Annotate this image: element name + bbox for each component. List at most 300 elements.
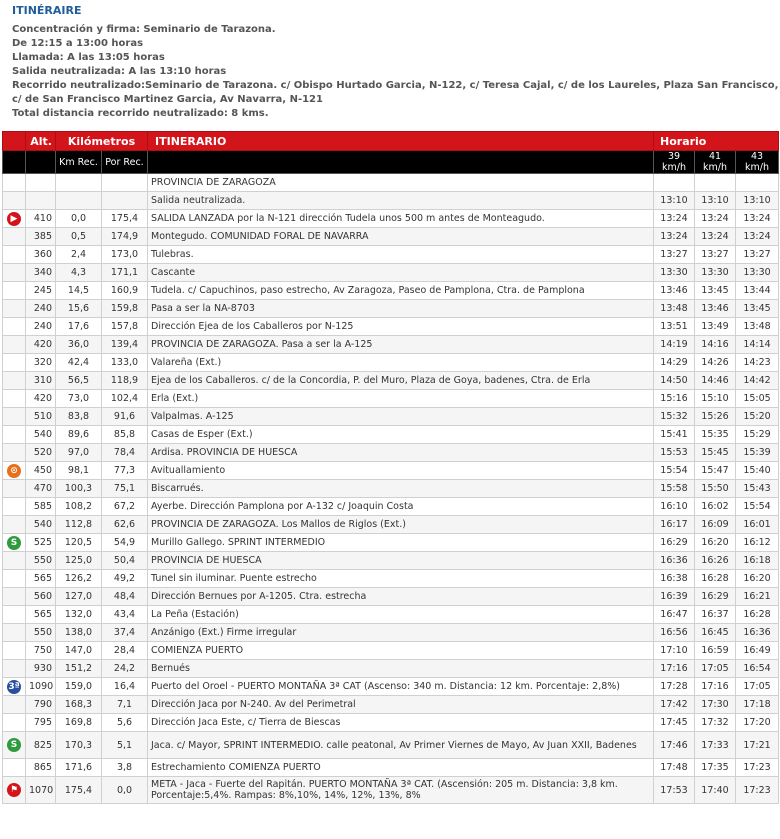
itinerary-cell: Valareña (Ext.) bbox=[148, 354, 654, 372]
time-43-cell: 17:23 bbox=[736, 777, 779, 804]
table-row bbox=[3, 192, 779, 210]
header-row-sub bbox=[3, 151, 779, 174]
itinerary-table bbox=[2, 131, 779, 804]
km-por-rec-cell: 159,8 bbox=[102, 300, 148, 318]
time-41-cell: 17:30 bbox=[695, 696, 736, 714]
time-43-cell bbox=[736, 174, 779, 192]
row-icon bbox=[3, 732, 26, 759]
time-43-cell: 15:39 bbox=[736, 444, 779, 462]
time-41-cell: 13:45 bbox=[695, 282, 736, 300]
km-por-rec-cell: 85,8 bbox=[102, 426, 148, 444]
table-row bbox=[3, 228, 779, 246]
table-row bbox=[3, 498, 779, 516]
row-icon bbox=[3, 552, 26, 570]
altitude-cell: 360 bbox=[26, 246, 56, 264]
km-rec-cell: 36,0 bbox=[56, 336, 102, 354]
time-43-cell: 13:27 bbox=[736, 246, 779, 264]
km-rec-cell: 17,6 bbox=[56, 318, 102, 336]
itinerary-cell: Tunel sin iluminar. Puente estrecho bbox=[148, 570, 654, 588]
time-39-cell: 17:16 bbox=[654, 660, 695, 678]
km-rec-cell: 108,2 bbox=[56, 498, 102, 516]
row-icon bbox=[3, 354, 26, 372]
itinerary-cell: La Peña (Estación) bbox=[148, 606, 654, 624]
km-rec-cell: 175,4 bbox=[56, 777, 102, 804]
time-43-cell: 14:23 bbox=[736, 354, 779, 372]
time-43-cell: 16:21 bbox=[736, 588, 779, 606]
table-row bbox=[3, 246, 779, 264]
time-41-cell: 17:16 bbox=[695, 678, 736, 696]
time-43-cell: 16:12 bbox=[736, 534, 779, 552]
itinerary-cell: Dirección Jaca Este, c/ Tierra de Biescas bbox=[148, 714, 654, 732]
header-icon-col bbox=[3, 132, 26, 151]
altitude-cell: 470 bbox=[26, 480, 56, 498]
header-horario: Horario bbox=[654, 132, 779, 151]
km-por-rec-cell: 49,2 bbox=[102, 570, 148, 588]
table-row bbox=[3, 264, 779, 282]
km-rec-cell: 159,0 bbox=[56, 678, 102, 696]
km-rec-cell: 138,0 bbox=[56, 624, 102, 642]
finish-icon: ⚑ bbox=[7, 783, 21, 797]
time-39-cell: 13:30 bbox=[654, 264, 695, 282]
altitude-cell: 310 bbox=[26, 372, 56, 390]
time-43-cell: 13:24 bbox=[736, 210, 779, 228]
itinerary-header bbox=[0, 0, 780, 121]
table-row bbox=[3, 336, 779, 354]
row-icon bbox=[3, 570, 26, 588]
time-41-cell: 15:47 bbox=[695, 462, 736, 480]
table-row bbox=[3, 444, 779, 462]
row-icon bbox=[3, 678, 26, 696]
table-row bbox=[3, 660, 779, 678]
time-41-cell: 15:45 bbox=[695, 444, 736, 462]
table-row bbox=[3, 318, 779, 336]
sprint-icon: S bbox=[7, 536, 21, 550]
page-title: ITINÉRAIRE bbox=[12, 4, 82, 17]
time-39-cell: 15:58 bbox=[654, 480, 695, 498]
table-row bbox=[3, 732, 779, 759]
time-41-cell: 15:10 bbox=[695, 390, 736, 408]
km-por-rec-cell: 5,6 bbox=[102, 714, 148, 732]
table-row bbox=[3, 300, 779, 318]
table-row bbox=[3, 462, 779, 480]
km-rec-cell: 73,0 bbox=[56, 390, 102, 408]
table-row bbox=[3, 534, 779, 552]
itinerary-cell: COMIENZA PUERTO bbox=[148, 642, 654, 660]
itinerary-cell: Ayerbe. Dirección Pamplona por A-132 c/ Joaquin Costa bbox=[148, 498, 654, 516]
time-39-cell: 13:24 bbox=[654, 210, 695, 228]
time-39-cell: 15:32 bbox=[654, 408, 695, 426]
row-icon bbox=[3, 444, 26, 462]
altitude-cell bbox=[26, 174, 56, 192]
table-row bbox=[3, 759, 779, 777]
km-por-rec-cell bbox=[102, 174, 148, 192]
time-43-cell: 17:23 bbox=[736, 759, 779, 777]
table-row bbox=[3, 624, 779, 642]
time-43-cell: 16:36 bbox=[736, 624, 779, 642]
itinerary-cell: Casas de Esper (Ext.) bbox=[148, 426, 654, 444]
row-icon bbox=[3, 462, 26, 480]
itinerary-cell: Pasa a ser la NA-8703 bbox=[148, 300, 654, 318]
altitude-cell: 245 bbox=[26, 282, 56, 300]
time-41-cell: 17:32 bbox=[695, 714, 736, 732]
altitude-cell: 565 bbox=[26, 606, 56, 624]
km-rec-cell: 56,5 bbox=[56, 372, 102, 390]
time-39-cell: 13:27 bbox=[654, 246, 695, 264]
km-rec-cell bbox=[56, 174, 102, 192]
row-icon bbox=[3, 318, 26, 336]
row-icon bbox=[3, 624, 26, 642]
km-por-rec-cell: 78,4 bbox=[102, 444, 148, 462]
time-41-cell: 14:16 bbox=[695, 336, 736, 354]
time-41-cell: 16:37 bbox=[695, 606, 736, 624]
km-rec-cell bbox=[56, 192, 102, 210]
table-row bbox=[3, 174, 779, 192]
itinerary-cell: Dirección Jaca por N-240. Av del Perimetral bbox=[148, 696, 654, 714]
itinerary-cell: Ardisa. PROVINCIA DE HUESCA bbox=[148, 444, 654, 462]
altitude-cell: 1090 bbox=[26, 678, 56, 696]
km-rec-cell: 147,0 bbox=[56, 642, 102, 660]
altitude-cell: 240 bbox=[26, 300, 56, 318]
altitude-cell: 930 bbox=[26, 660, 56, 678]
time-41-cell: 13:46 bbox=[695, 300, 736, 318]
time-43-cell: 16:01 bbox=[736, 516, 779, 534]
km-rec-cell: 98,1 bbox=[56, 462, 102, 480]
itinerary-cell: Dirección Bernues por A-1205. Ctra. estrecha bbox=[148, 588, 654, 606]
km-rec-cell: 132,0 bbox=[56, 606, 102, 624]
row-icon bbox=[3, 372, 26, 390]
time-43-cell: 17:05 bbox=[736, 678, 779, 696]
time-39-cell: 15:16 bbox=[654, 390, 695, 408]
info-line: De 12:15 a 13:00 horas bbox=[12, 38, 144, 49]
time-43-cell: 13:45 bbox=[736, 300, 779, 318]
altitude-cell: 340 bbox=[26, 264, 56, 282]
km-por-rec-cell bbox=[102, 192, 148, 210]
itinerary-cell: Murillo Gallego. SPRINT INTERMEDIO bbox=[148, 534, 654, 552]
info-line: Concentración y firma: Seminario de Tarazona. bbox=[12, 24, 276, 35]
altitude-cell: 750 bbox=[26, 642, 56, 660]
altitude-cell: 550 bbox=[26, 552, 56, 570]
km-rec-cell: 83,8 bbox=[56, 408, 102, 426]
header-speed-43: 43 km/h bbox=[736, 151, 779, 174]
time-41-cell: 16:09 bbox=[695, 516, 736, 534]
table-row bbox=[3, 606, 779, 624]
time-39-cell: 17:10 bbox=[654, 642, 695, 660]
itinerary-cell: Tudela. c/ Capuchinos, paso estrecho, Av Zaragoza, Paseo de Pamplona, Ctra. de Pamplona bbox=[148, 282, 654, 300]
time-41-cell bbox=[695, 174, 736, 192]
altitude-cell: 585 bbox=[26, 498, 56, 516]
altitude-cell: 510 bbox=[26, 408, 56, 426]
time-43-cell: 15:29 bbox=[736, 426, 779, 444]
time-43-cell: 15:05 bbox=[736, 390, 779, 408]
altitude-cell: 865 bbox=[26, 759, 56, 777]
time-41-cell: 16:59 bbox=[695, 642, 736, 660]
time-43-cell: 17:21 bbox=[736, 732, 779, 759]
altitude-cell: 565 bbox=[26, 570, 56, 588]
km-rec-cell: 4,3 bbox=[56, 264, 102, 282]
time-39-cell: 13:48 bbox=[654, 300, 695, 318]
time-41-cell: 16:45 bbox=[695, 624, 736, 642]
time-39-cell: 13:46 bbox=[654, 282, 695, 300]
row-icon bbox=[3, 606, 26, 624]
time-39-cell: 17:48 bbox=[654, 759, 695, 777]
itinerary-cell: Tulebras. bbox=[148, 246, 654, 264]
km-por-rec-cell: 91,6 bbox=[102, 408, 148, 426]
altitude-cell: 550 bbox=[26, 624, 56, 642]
altitude-cell: 795 bbox=[26, 714, 56, 732]
time-41-cell: 13:24 bbox=[695, 210, 736, 228]
km-rec-cell: 0,5 bbox=[56, 228, 102, 246]
row-icon bbox=[3, 642, 26, 660]
row-icon bbox=[3, 336, 26, 354]
row-icon bbox=[3, 228, 26, 246]
time-43-cell: 13:48 bbox=[736, 318, 779, 336]
km-por-rec-cell: 24,2 bbox=[102, 660, 148, 678]
row-icon bbox=[3, 408, 26, 426]
time-39-cell: 17:53 bbox=[654, 777, 695, 804]
altitude-cell: 1070 bbox=[26, 777, 56, 804]
row-icon bbox=[3, 210, 26, 228]
km-rec-cell: 126,2 bbox=[56, 570, 102, 588]
km-rec-cell: 89,6 bbox=[56, 426, 102, 444]
time-39-cell: 16:10 bbox=[654, 498, 695, 516]
neutral-info bbox=[12, 23, 780, 121]
itinerary-cell: Ejea de los Caballeros. c/ de la Concordia, P. del Muro, Plaza de Goya, badenes, Ctra. de Erla bbox=[148, 372, 654, 390]
time-41-cell: 17:35 bbox=[695, 759, 736, 777]
km-por-rec-cell: 0,0 bbox=[102, 777, 148, 804]
altitude-cell: 320 bbox=[26, 354, 56, 372]
itinerary-cell: SALIDA LANZADA por la N-121 dirección Tudela unos 500 m antes de Monteagudo. bbox=[148, 210, 654, 228]
row-icon bbox=[3, 246, 26, 264]
altitude-cell: 520 bbox=[26, 444, 56, 462]
km-por-rec-cell: 3,8 bbox=[102, 759, 148, 777]
km-por-rec-cell: 7,1 bbox=[102, 696, 148, 714]
time-43-cell: 16:18 bbox=[736, 552, 779, 570]
altitude-cell: 450 bbox=[26, 462, 56, 480]
header-row-main bbox=[3, 132, 779, 151]
time-39-cell: 14:19 bbox=[654, 336, 695, 354]
time-43-cell: 16:20 bbox=[736, 570, 779, 588]
km-por-rec-cell: 54,9 bbox=[102, 534, 148, 552]
itinerary-cell: Biscarrués. bbox=[148, 480, 654, 498]
table-row bbox=[3, 777, 779, 804]
table-row bbox=[3, 210, 779, 228]
itinerary-cell: Cascante bbox=[148, 264, 654, 282]
km-por-rec-cell: 67,2 bbox=[102, 498, 148, 516]
time-41-cell: 15:35 bbox=[695, 426, 736, 444]
table-row bbox=[3, 282, 779, 300]
altitude-cell bbox=[26, 192, 56, 210]
row-icon bbox=[3, 192, 26, 210]
time-41-cell: 16:02 bbox=[695, 498, 736, 516]
row-icon bbox=[3, 282, 26, 300]
row-icon bbox=[3, 300, 26, 318]
row-icon bbox=[3, 426, 26, 444]
time-39-cell: 17:28 bbox=[654, 678, 695, 696]
table-row bbox=[3, 372, 779, 390]
table-row bbox=[3, 588, 779, 606]
km-rec-cell: 2,4 bbox=[56, 246, 102, 264]
sprint-icon: S bbox=[7, 738, 21, 752]
row-icon bbox=[3, 588, 26, 606]
km-rec-cell: 168,3 bbox=[56, 696, 102, 714]
km-por-rec-cell: 173,0 bbox=[102, 246, 148, 264]
time-39-cell: 13:24 bbox=[654, 228, 695, 246]
km-rec-cell: 120,5 bbox=[56, 534, 102, 552]
time-39-cell: 16:56 bbox=[654, 624, 695, 642]
altitude-cell: 560 bbox=[26, 588, 56, 606]
km-por-rec-cell: 133,0 bbox=[102, 354, 148, 372]
time-39-cell: 16:39 bbox=[654, 588, 695, 606]
time-39-cell: 17:46 bbox=[654, 732, 695, 759]
km-rec-cell: 151,2 bbox=[56, 660, 102, 678]
time-39-cell: 16:47 bbox=[654, 606, 695, 624]
itinerary-cell: PROVINCIA DE ZARAGOZA bbox=[148, 174, 654, 192]
time-41-cell: 13:24 bbox=[695, 228, 736, 246]
km-por-rec-cell: 16,4 bbox=[102, 678, 148, 696]
altitude-cell: 540 bbox=[26, 426, 56, 444]
altitude-cell: 240 bbox=[26, 318, 56, 336]
row-icon bbox=[3, 498, 26, 516]
time-39-cell: 16:29 bbox=[654, 534, 695, 552]
time-41-cell: 16:20 bbox=[695, 534, 736, 552]
km-rec-cell: 170,3 bbox=[56, 732, 102, 759]
time-39-cell: 14:50 bbox=[654, 372, 695, 390]
table-row bbox=[3, 570, 779, 588]
time-41-cell: 13:30 bbox=[695, 264, 736, 282]
time-41-cell: 15:50 bbox=[695, 480, 736, 498]
time-41-cell: 16:29 bbox=[695, 588, 736, 606]
altitude-cell: 790 bbox=[26, 696, 56, 714]
row-icon bbox=[3, 777, 26, 804]
info-line: Total distancia recorrido neutralizado: 8 kms. bbox=[12, 108, 269, 119]
table-row bbox=[3, 516, 779, 534]
time-41-cell: 17:05 bbox=[695, 660, 736, 678]
feed-zone-icon: ⊙ bbox=[7, 464, 21, 478]
km-por-rec-cell: 28,4 bbox=[102, 642, 148, 660]
time-39-cell: 15:53 bbox=[654, 444, 695, 462]
km-por-rec-cell: 160,9 bbox=[102, 282, 148, 300]
row-icon bbox=[3, 696, 26, 714]
table-row bbox=[3, 480, 779, 498]
table-row bbox=[3, 642, 779, 660]
km-rec-cell: 127,0 bbox=[56, 588, 102, 606]
time-43-cell: 17:20 bbox=[736, 714, 779, 732]
km-por-rec-cell: 77,3 bbox=[102, 462, 148, 480]
header-km-rec: Km Rec. bbox=[56, 151, 102, 174]
time-41-cell: 17:40 bbox=[695, 777, 736, 804]
itinerary-cell: Anzánigo (Ext.) Firme irregular bbox=[148, 624, 654, 642]
itinerary-cell: Estrechamiento COMIENZA PUERTO bbox=[148, 759, 654, 777]
row-icon bbox=[3, 480, 26, 498]
time-43-cell: 13:10 bbox=[736, 192, 779, 210]
row-icon bbox=[3, 264, 26, 282]
table-row bbox=[3, 426, 779, 444]
km-rec-cell: 97,0 bbox=[56, 444, 102, 462]
itinerary-cell: Avituallamiento bbox=[148, 462, 654, 480]
time-39-cell: 17:42 bbox=[654, 696, 695, 714]
time-43-cell: 13:30 bbox=[736, 264, 779, 282]
time-39-cell bbox=[654, 174, 695, 192]
row-icon bbox=[3, 390, 26, 408]
altitude-cell: 420 bbox=[26, 336, 56, 354]
km-por-rec-cell: 118,9 bbox=[102, 372, 148, 390]
time-39-cell: 15:41 bbox=[654, 426, 695, 444]
km-rec-cell: 169,8 bbox=[56, 714, 102, 732]
header-itinerario: ITINERARIO bbox=[148, 132, 654, 151]
table-row bbox=[3, 408, 779, 426]
table-row bbox=[3, 696, 779, 714]
time-43-cell: 17:18 bbox=[736, 696, 779, 714]
km-rec-cell: 100,3 bbox=[56, 480, 102, 498]
itinerary-cell: Salida neutralizada. bbox=[148, 192, 654, 210]
header-por-rec: Por Rec. bbox=[102, 151, 148, 174]
altitude-cell: 525 bbox=[26, 534, 56, 552]
time-43-cell: 15:20 bbox=[736, 408, 779, 426]
header-speed-39: 39 km/h bbox=[654, 151, 695, 174]
km-por-rec-cell: 75,1 bbox=[102, 480, 148, 498]
time-39-cell: 17:45 bbox=[654, 714, 695, 732]
row-icon bbox=[3, 714, 26, 732]
time-43-cell: 14:14 bbox=[736, 336, 779, 354]
time-43-cell: 15:54 bbox=[736, 498, 779, 516]
table-row bbox=[3, 678, 779, 696]
row-icon bbox=[3, 759, 26, 777]
time-39-cell: 13:10 bbox=[654, 192, 695, 210]
km-por-rec-cell: 157,8 bbox=[102, 318, 148, 336]
km-rec-cell: 14,5 bbox=[56, 282, 102, 300]
time-43-cell: 16:28 bbox=[736, 606, 779, 624]
itinerary-cell: Montegudo. COMUNIDAD FORAL DE NAVARRA bbox=[148, 228, 654, 246]
time-39-cell: 16:36 bbox=[654, 552, 695, 570]
itinerary-cell: Dirección Ejea de los Caballeros por N-125 bbox=[148, 318, 654, 336]
km-por-rec-cell: 43,4 bbox=[102, 606, 148, 624]
time-43-cell: 15:43 bbox=[736, 480, 779, 498]
start-icon: ▶ bbox=[7, 212, 21, 226]
time-43-cell: 13:44 bbox=[736, 282, 779, 300]
time-41-cell: 17:33 bbox=[695, 732, 736, 759]
km-por-rec-cell: 37,4 bbox=[102, 624, 148, 642]
km-por-rec-cell: 174,9 bbox=[102, 228, 148, 246]
time-39-cell: 16:17 bbox=[654, 516, 695, 534]
km-por-rec-cell: 175,4 bbox=[102, 210, 148, 228]
km-rec-cell: 15,6 bbox=[56, 300, 102, 318]
km-por-rec-cell: 62,6 bbox=[102, 516, 148, 534]
km-rec-cell: 42,4 bbox=[56, 354, 102, 372]
table-row bbox=[3, 552, 779, 570]
header-kilometros: Kilómetros bbox=[56, 132, 148, 151]
time-41-cell: 13:10 bbox=[695, 192, 736, 210]
mountain-3rd-cat-icon: 3ª bbox=[8, 681, 20, 692]
table-row bbox=[3, 714, 779, 732]
km-rec-cell: 125,0 bbox=[56, 552, 102, 570]
itinerary-cell: Jaca. c/ Mayor, SPRINT INTERMEDIO. calle peatonal, Av Primer Viernes de Mayo, Av Juan XXII, Badenes bbox=[148, 732, 654, 759]
table-row bbox=[3, 390, 779, 408]
header-alt: Alt. bbox=[26, 132, 56, 151]
time-43-cell: 13:24 bbox=[736, 228, 779, 246]
time-39-cell: 15:54 bbox=[654, 462, 695, 480]
time-43-cell: 16:49 bbox=[736, 642, 779, 660]
km-rec-cell: 112,8 bbox=[56, 516, 102, 534]
km-por-rec-cell: 139,4 bbox=[102, 336, 148, 354]
altitude-cell: 420 bbox=[26, 390, 56, 408]
itinerary-cell: PROVINCIA DE ZARAGOZA. Los Mallos de Riglos (Ext.) bbox=[148, 516, 654, 534]
info-line: Llamada: A las 13:05 horas bbox=[12, 52, 165, 63]
time-41-cell: 13:49 bbox=[695, 318, 736, 336]
altitude-cell: 385 bbox=[26, 228, 56, 246]
km-rec-cell: 0,0 bbox=[56, 210, 102, 228]
table-row bbox=[3, 354, 779, 372]
km-por-rec-cell: 48,4 bbox=[102, 588, 148, 606]
